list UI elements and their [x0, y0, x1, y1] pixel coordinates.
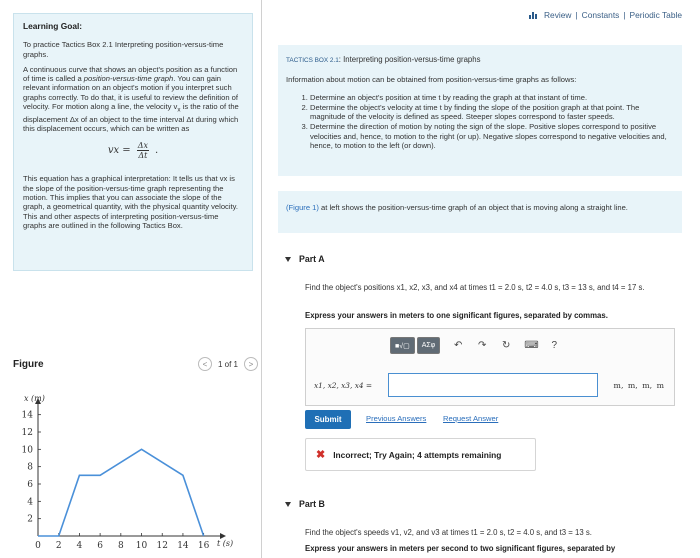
previous-answers-link[interactable]: Previous Answers	[366, 414, 427, 423]
templates-button[interactable]: ■√▢	[390, 337, 415, 354]
equation-toolbar	[390, 337, 560, 354]
goal-text-b: . You can gain relevant information on an object's motion if you interpret such graphs correctly. To do that, it is useful to review the definition of velocity. For motion along a line, the velocity v	[23, 74, 238, 112]
x-tick-label: 4	[76, 541, 83, 551]
figure-note	[278, 191, 682, 233]
formula-fraction	[137, 141, 149, 160]
goal-subscript: x	[177, 106, 181, 114]
formula-end: .	[154, 145, 159, 157]
part-b-instruction: Express your answers in meters per second to two significant figures, separated by	[305, 544, 616, 553]
bar-chart-icon	[529, 12, 538, 19]
series-line	[38, 449, 204, 536]
learning-goal-intro: To practice Tactics Box 2.1 Interpreting position-versus-time graphs.	[23, 40, 224, 59]
incorrect-x-icon: ✖	[316, 449, 326, 461]
y-axis-label: x (m)	[24, 394, 45, 403]
tactics-box-label: TACTICS BOX 2.1	[286, 57, 339, 64]
goal-text-d: is the ratio of the displacement Δx of an object to the time interval Δt during which this displacement occurs, which can be written as	[23, 102, 239, 134]
tactics-item: 3. Determine the direction of motion by noting the sign of the slope. Positive slopes correspond to positive velocities and, hence, to motion to the right (or up). Negative slopes correspond to negative velocities and, hence, to motion to the left (or down).	[310, 122, 674, 150]
x-tick-label: 2	[55, 541, 62, 551]
learning-goal-interpretation: This equation has a graphical interpretation: It tells us that vx is the slope of the position-versus-time graph representing the motion. This implies that you can associate the slope of the graph, a geometrical quantity, with the physical quantity velocity. This and other aspects of interpreting position-versus-time graphs are outlined in the following Tactics Box.	[23, 174, 238, 230]
figure-page-count: 1 of 1	[217, 359, 238, 369]
periodic-table-link[interactable]: Periodic Table	[629, 10, 682, 20]
prev-figure-button[interactable]: <	[198, 357, 212, 371]
review-link[interactable]: Review	[543, 10, 572, 20]
collapse-triangle-icon	[285, 257, 291, 262]
collapse-triangle-icon	[285, 502, 291, 507]
y-tick-label: 2	[27, 514, 33, 525]
part-b-label: Part B	[299, 499, 325, 509]
keyboard-icon[interactable]: ⌨	[524, 340, 539, 351]
greek-symbols-button[interactable]: ΑΣφ	[417, 337, 441, 354]
x-tick-label: 14	[177, 541, 189, 551]
answer-units: m, m, m, m	[613, 380, 664, 390]
x-tick-label: 8	[117, 541, 124, 551]
left-panel	[0, 0, 262, 558]
answer-input-label: x1, x2, x3, x4 =	[314, 380, 373, 390]
y-tick-label: 12	[21, 428, 33, 438]
answer-input[interactable]	[388, 373, 598, 397]
template-group	[390, 337, 440, 354]
x-tick-label: 12	[156, 541, 168, 551]
goal-text-a: A continuous curve that shows an object's position as a function of time is called a	[23, 64, 238, 84]
x-tick-label: 16	[197, 541, 210, 551]
tactics-intro: Information about motion can be obtained from position-versus-time graphs as follows:	[286, 75, 577, 85]
tactics-title-text: : Interpreting position-versus-time graphs	[338, 55, 481, 64]
part-b-header[interactable]	[285, 499, 325, 509]
help-icon[interactable]: ?	[551, 340, 558, 351]
tactics-box	[278, 45, 682, 176]
link-separator: |	[623, 10, 626, 20]
feedback-text: Incorrect; Try Again; 4 attempts remaining	[333, 449, 502, 460]
reset-icon[interactable]: ↻	[502, 340, 511, 351]
x-tick-label: 10	[135, 541, 148, 551]
next-figure-button[interactable]: >	[244, 357, 258, 371]
tactics-item: 1. Determine an object's position at time t by reading the graph at that instant of time.	[310, 93, 674, 102]
redo-icon[interactable]: ↷	[478, 340, 487, 351]
figure-title: Figure	[13, 358, 44, 370]
part-a-instruction: Express your answers in meters to one significant figures, separated by commas.	[305, 311, 608, 320]
figure-link[interactable]: (Figure 1)	[286, 203, 319, 212]
formula-numerator: Δx	[137, 141, 148, 151]
learning-goal-paragraph	[23, 65, 243, 134]
y-tick-label: 14	[21, 410, 33, 421]
y-tick-label: 10	[21, 445, 33, 456]
answer-input-row	[314, 373, 664, 397]
learning-goal-box	[13, 13, 253, 271]
figure-pager	[198, 357, 258, 371]
answer-box	[305, 328, 675, 406]
goal-text-emphasis: position-versus-time graph	[83, 74, 174, 84]
tactics-list	[310, 93, 674, 151]
y-tick-label: 8	[27, 462, 33, 473]
top-links	[529, 10, 682, 20]
y-tick-label: 4	[27, 497, 33, 508]
part-b-question: Find the object's speeds v1, v2, and v3 at times t1 = 2.0 s, t2 = 4.0 s, and t3 = 13 s.	[305, 528, 592, 537]
y-tick-label: 6	[27, 480, 33, 490]
figure-header	[13, 354, 258, 374]
tactics-title	[286, 55, 674, 65]
learning-goal-title: Learning Goal:	[23, 21, 83, 31]
feedback-box	[305, 438, 536, 471]
figure-note-text: at left shows the position-versus-time graph of an object that is moving along a straight line.	[318, 203, 628, 212]
part-a-label: Part A	[299, 254, 325, 264]
x-axis-label: t (s)	[217, 539, 234, 548]
velocity-formula	[23, 141, 243, 160]
position-time-graph	[10, 388, 245, 556]
tactics-item: 2. Determine the object's velocity at time t by finding the slope of the position graph at that point. The magnitude of the velocity is defined as speed. Steeper slopes correspond to faster speeds.	[310, 103, 674, 122]
formula-denominator: Δt	[138, 151, 148, 161]
undo-icon[interactable]: ↶	[454, 340, 463, 351]
part-a-header[interactable]	[285, 254, 325, 264]
x-tick-label: 6	[97, 541, 103, 551]
link-separator: |	[575, 10, 578, 20]
formula-lhs: vx =	[107, 145, 131, 157]
graph-ticks	[22, 411, 210, 551]
submit-button[interactable]: Submit	[305, 410, 351, 429]
x-tick-label: 0	[35, 541, 41, 551]
constants-link[interactable]: Constants	[581, 10, 620, 20]
part-a-question: Find the object's positions x1, x2, x3, and x4 at times t1 = 2.0 s, t2 = 4.0 s, t3 = 13 s, and t4 = 17 s.	[305, 283, 645, 292]
request-answer-link[interactable]: Request Answer	[443, 414, 499, 423]
